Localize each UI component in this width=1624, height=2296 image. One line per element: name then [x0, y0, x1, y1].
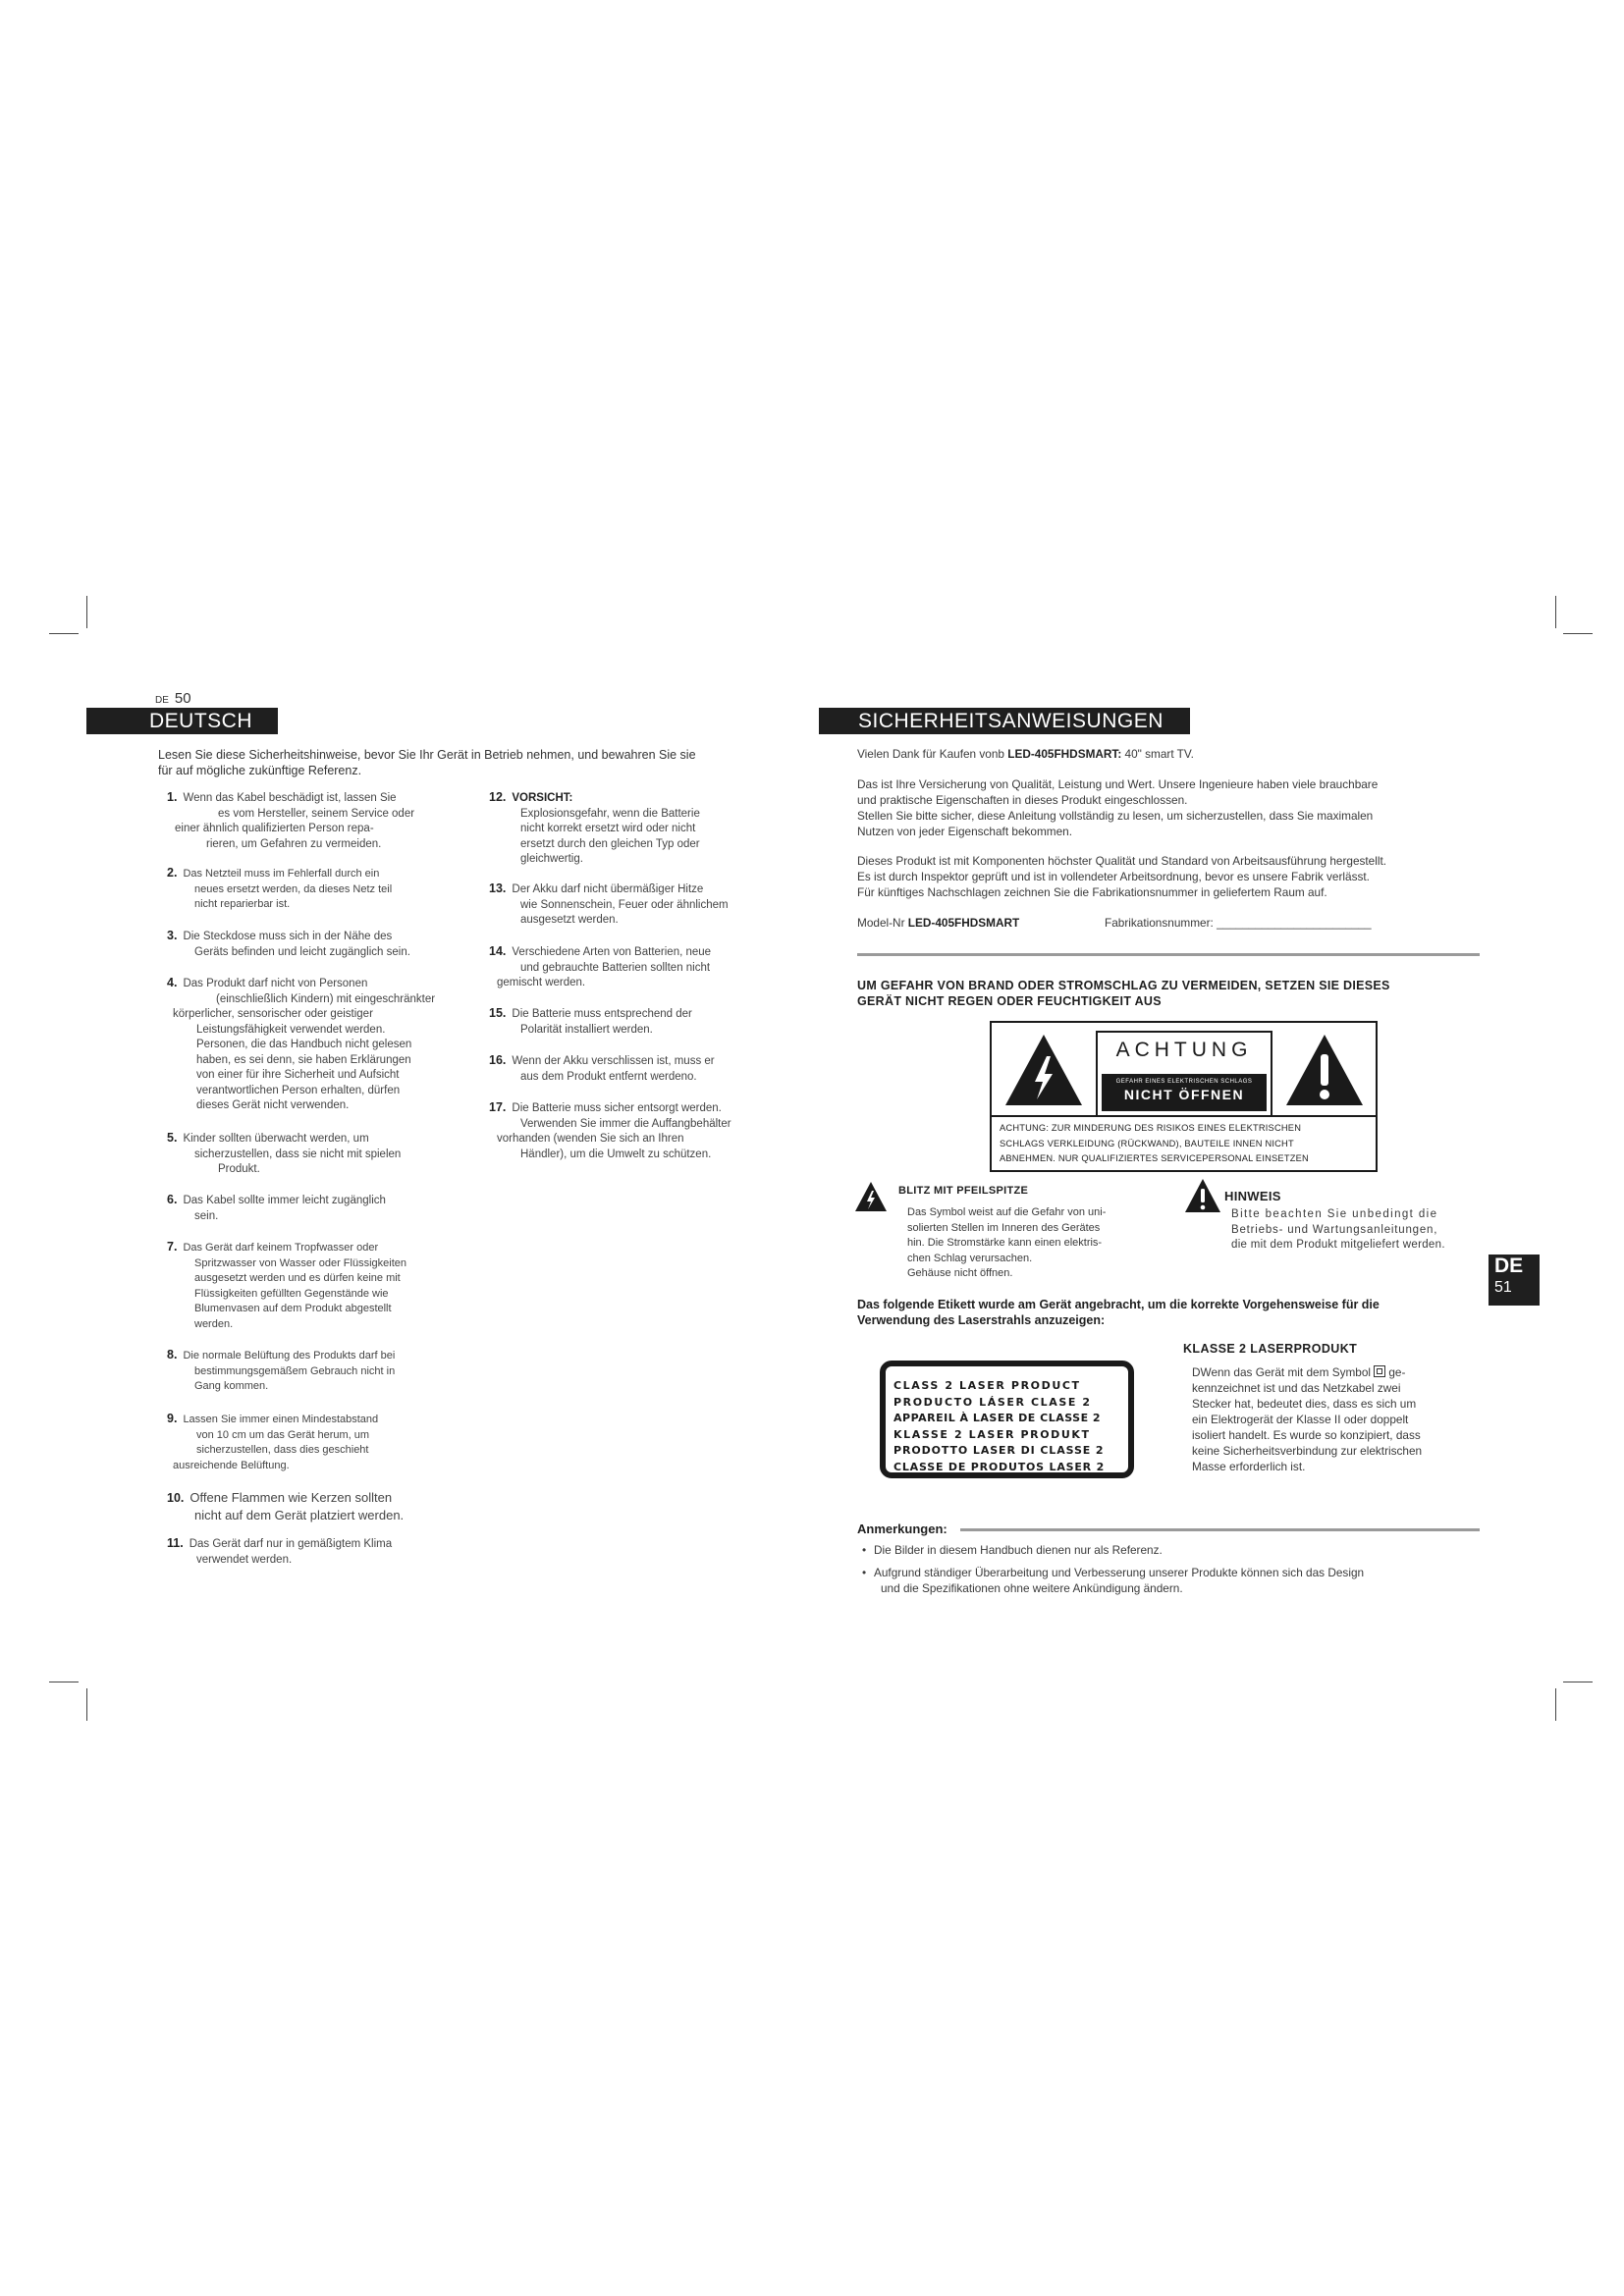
lightning-warning-icon: [1003, 1033, 1084, 1107]
section-title-sicherheit: SICHERHEITSANWEISUNGEN: [819, 708, 1190, 734]
laser-label-line: APPAREIL À LASER DE CLASSE 2: [893, 1412, 1102, 1424]
blitz-title: BLITZ MIT PFEILSPITZE: [898, 1185, 1029, 1197]
achtung-big-text: NICHT ÖFFNEN: [1123, 1087, 1245, 1102]
laser-label-line: CLASS 2 LASER PRODUCT: [893, 1379, 1081, 1392]
list-item: 13. Der Akku darf nicht übermäßiger Hitze wie Sonnenschein, Feuer oder ähnlichem ausgesetzt werden.: [489, 881, 729, 926]
laser-label-line: PRODUCTO LÁSER CLASE 2: [893, 1395, 1092, 1409]
list-item: 8. Die normale Belüftung des Produkts darf bei bestimmungsgemäßem Gebrauch nicht in Gang kommen.: [167, 1348, 396, 1392]
quality-paragraph: Dieses Produkt ist mit Komponenten höchster Qualität und Standard von Arbeitsausführung hergestellt. Es ist durch Inspektor geprüft und ist in vollendeter Arbeitsordnung, bevor es unsere Fabrik verlässt. Für künftiges Nachschlagen zeichnen Sie die Fabrikationsnummer in geliefertem Raum auf.: [857, 854, 1387, 899]
klasse-title: KLASSE 2 LASERPRODUKT: [1183, 1342, 1358, 1356]
page-number-left: [155, 690, 191, 707]
intro-line: Lesen Sie diese Sicherheitshinweise, bevor Sie Ihr Gerät in Betrieb nehmen, und bewahren Sie sie: [158, 748, 696, 762]
crop-mark: [86, 1688, 87, 1721]
double-square-icon: [1374, 1365, 1385, 1377]
list-item: 16. Wenn der Akku verschlissen ist, muss er aus dem Produkt entfernt werdeno.: [489, 1053, 715, 1083]
intro-paragraph: Das ist Ihre Versicherung von Qualität, Leistung und Wert. Unsere Ingenieure haben viele brauchbare und praktische Eigenschaften in dieses Produkt eingeschlossen. Stellen Sie bitte sicher, diese Anleitung vollständig zu lesen, um sicherzustellen, dass Sie maximalen Nutzen von jeder Eigenschaft bekommen.: [857, 777, 1379, 838]
list-item: 10. Offene Flammen wie Kerzen sollten nicht auf dem Gerät platziert werden.: [167, 1490, 405, 1522]
crop-mark: [1555, 1688, 1556, 1721]
exclamation-icon: [1184, 1178, 1221, 1213]
fire-warning: UM GEFAHR VON BRAND ODER STROMSCHLAG ZU VERMEIDEN, SETZEN SIE DIESES GERÄT NICHT REGEN ODER FEUCHTIGKEIT AUS: [857, 979, 1390, 1008]
list-item: 9. Lassen Sie immer einen Mindestabstand von 10 cm um das Gerät herum, um sicherzustellen, dass dies geschieht ausreichende Belüftung.: [167, 1412, 379, 1471]
divider: [857, 953, 1480, 956]
achtung-black-box: [1102, 1074, 1267, 1111]
lightning-icon: [854, 1181, 888, 1212]
list-item: 1. Wenn das Kabel beschädigt ist, lassen Sie es vom Hersteller, seinem Service oder einer ähnlich qualifizierten Person repa- rieren, um Gefahren zu vermeiden.: [167, 790, 415, 850]
achtung-label: [1096, 1031, 1272, 1117]
crop-mark: [86, 596, 87, 628]
blitz-text: Das Symbol weist auf die Gefahr von uni- solierten Stellen im Inneren des Gerätes hin. Die Stromstärke kann einen elektris- chen Schlag verursachen. Gehäuse nicht öffnen.: [907, 1206, 1107, 1279]
list-item: 6. Das Kabel sollte immer leicht zugänglich sein.: [167, 1193, 386, 1222]
section-title-deutsch: DEUTSCH: [86, 708, 278, 734]
achtung-divider: [992, 1115, 1376, 1117]
hinweis-text: Bitte beachten Sie unbedingt die Betriebs- und Wartungsanleitungen, die mit dem Produkt mitgeliefert werden.: [1231, 1208, 1445, 1251]
list-item: 14. Verschiedene Arten von Batterien, neue und gebrauchte Batterien sollten nicht gemischt werden.: [489, 944, 712, 988]
intro-line: für auf mögliche zukünftige Referenz.: [158, 764, 362, 777]
thanks-line: Vielen Dank für Kaufen vonb LED-405FHDSMART: 40" smart TV.: [857, 747, 1194, 761]
list-item: 17. Die Batterie muss sicher entsorgt werden. Verwenden Sie immer die Auffangbehälter vorhanden (wenden Sie sich an Ihren Händler), um die Umwelt zu schützen.: [489, 1100, 731, 1160]
model-number: Model-Nr LED-405FHDSMART: [857, 916, 1020, 930]
list-item: 5. Kinder sollten überwacht werden, um sicherzustellen, dass sie nicht mit spielen Produkt.: [167, 1131, 402, 1175]
laser-class-label: [880, 1361, 1134, 1478]
note-item: • Aufgrund ständiger Überarbeitung und Verbesserung unserer Produkte können sich das Design und die Spezifikationen ohne weitere Ankündigung ändern.: [862, 1566, 1365, 1595]
list-item: 11. Das Gerät darf nur in gemäßigtem Klima verwendet werden.: [167, 1536, 393, 1566]
page-lang: DE: [155, 695, 169, 706]
note-item: • Die Bilder in diesem Handbuch dienen nur als Referenz.: [862, 1543, 1163, 1557]
list-item: 4. Das Produkt darf nicht von Personen (einschließlich Kindern) mit eingeschränkter körperlicher, sensorischer oder geistiger Leistungsfähigkeit verwendet werden. Personen, die das Handbuch nicht gelesen haben, es sei denn, sie haben Erklärungen von einer für ihre Sicherheit und Aufsicht verantwortlichen Person erhalten, dürfen dieses Gerät nicht verwenden.: [167, 976, 436, 1111]
list-item: 15. Die Batterie muss entsprechend der Polarität installiert werden.: [489, 1006, 692, 1036]
notes-title: Anmerkungen:: [857, 1522, 947, 1536]
page-tab-lang: DE: [1494, 1255, 1524, 1277]
achtung-warning-panel: [990, 1021, 1378, 1172]
intro-text: [158, 747, 786, 778]
achtung-note: ACHTUNG: ZUR MINDERUNG DES RISIKOS EINES ELEKTRISCHEN SCHLAGS VERKLEIDUNG (RÜCKWAND), BAUTEILE INNEN NICHT ABNEHMEN. NUR QUALIFIZIERTES SERVICEPERSONAL EINSETZEN: [1000, 1123, 1309, 1163]
notes-divider: [960, 1528, 1480, 1531]
serial-number: Fabrikationsnummer: ________________________: [1105, 916, 1372, 930]
list-item: 7. Das Gerät darf keinem Tropfwasser oder Spritzwasser von Wasser oder Flüssigkeiten ausgesetzt werden und es dürfen keine mit Flüssigkeiten gefüllten Gegenstände wie Blumenvasen auf dem Produkt abgestellt werden.: [167, 1240, 407, 1330]
page-tab-number: 51: [1494, 1279, 1512, 1296]
laser-label-line: CLASSE DE PRODUTOS LASER 2: [893, 1460, 1106, 1473]
exclamation-warning-icon: [1284, 1033, 1365, 1107]
hinweis-title: HINWEIS: [1224, 1189, 1281, 1203]
crop-mark: [49, 633, 79, 634]
crop-mark: [1555, 596, 1556, 628]
laser-intro: Das folgende Etikett wurde am Gerät angebracht, um die korrekte Vorgehensweise für die Verwendung des Laserstrahls anzuzeigen:: [857, 1298, 1380, 1327]
list-item: 2. Das Netzteil muss im Fehlerfall durch ein neues ersetzt werden, da dieses Netz teil nicht reparierbar ist.: [167, 866, 393, 910]
list-item: 3. Die Steckdose muss sich in der Nähe des Geräts befinden und leicht zugänglich sein.: [167, 929, 410, 958]
list-item: 12. VORSICHT: Explosionsgefahr, wenn die Batterie nicht korrekt ersetzt wird oder nicht ersetzt durch den gleichen Typ oder gleichwertig.: [489, 790, 700, 865]
laser-label-line: KLASSE 2 LASER PRODUKT: [893, 1427, 1091, 1441]
achtung-small-text: GEFAHR EINES ELEKTRISCHEN SCHLAGS: [1115, 1079, 1253, 1085]
klasse-text: DWenn das Gerät mit dem Symbol ge- kennzeichnet ist und das Netzkabel zwei Stecker hat, bedeutet dies, dass es sich um ein Elektrogerät der Klasse II oder doppelt isoliert handelt. Es wurde so konzipiert, dass keine Sicherheitsverbindung zur elektrischen Masse erforderlich ist.: [1192, 1365, 1423, 1473]
achtung-title: ACHTUNG: [1115, 1039, 1253, 1061]
laser-label-line: PRODOTTO LASER DI CLASSE 2: [893, 1444, 1105, 1457]
page-number: 50: [174, 690, 191, 707]
crop-mark: [1563, 633, 1593, 634]
